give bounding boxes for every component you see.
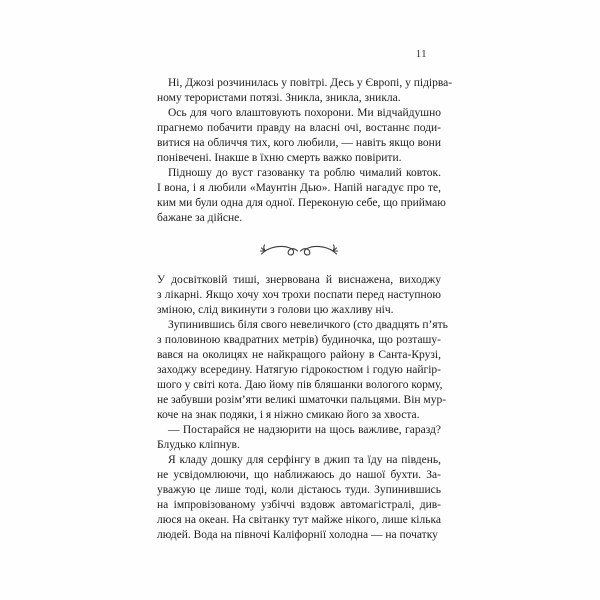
paragraph [157, 453, 441, 543]
text-line: Я кладу дошку для серфінгу в джип та їду на південь, [168, 454, 441, 466]
text-line: на імпровізованому узбіччі вздовж автомагістралі, див- [157, 499, 441, 511]
text-line: Ось для чого влаштовують похорони. Ми відчайдушно [168, 107, 441, 119]
text-line: ному терористами потязі. Зникла, зникла, зникла. [157, 92, 401, 104]
text-line: прагнемо побачити правду на власні очі, востаннє поди- [157, 122, 441, 134]
paragraph [157, 423, 441, 453]
text-line: І вона, і я любили «Маунтін Дью». Напій нагадує про те, [157, 182, 441, 194]
page-number: 11 [415, 49, 427, 60]
text-line: Ні, Джозі розчинилась у повітрі. Десь у Європі, у підірва- [168, 77, 453, 89]
text-line: уважую це лише тоді, коли дістаюсь туди. Зупинившись [157, 484, 441, 496]
text-line: витися на обличчя тих, кого любили, — навіть якщо вони [157, 137, 441, 149]
paragraph [157, 76, 453, 106]
text-line: У досвітковій тиші, знервована й виснажена, виходжу [157, 274, 441, 286]
text-line: заходжу всередину. Натягую гідрокостюм і годую найгір- [157, 364, 441, 376]
paragraph [157, 273, 441, 318]
paragraph [157, 318, 448, 423]
text-line: — Постарайся не надзюрити на щось важливе, гаразд? [168, 424, 441, 436]
text-line: ким ми були одна для одної. Переконую себе, що приймаю [157, 197, 446, 209]
text-line: бажане за дійсне. [157, 212, 243, 224]
text-line: з половиною квадратних метрів) будиночка, що розташу- [157, 334, 441, 346]
section-divider [157, 243, 441, 259]
paragraph [157, 166, 446, 226]
text-line: людей. Вода на півночі Каліфорнії холодна — на початку [157, 529, 438, 541]
text-line: Підношу до вуст газованку та роблю чималий ковток. [168, 167, 441, 179]
text-line: понівечені. Інакше в їхню смерть важко повірити. [157, 152, 402, 164]
text-block [157, 76, 453, 543]
text-line: Зупинившись біля свого невеличкого (сто двадцять п’ять [168, 319, 448, 331]
text-line: не усвідомлюючи, що наближаюсь до нашої бухти. За- [157, 469, 441, 481]
paragraph [157, 106, 441, 166]
flourish-divider-icon [260, 243, 338, 259]
text-line: люся на океан. На світанку тут майже нікого, лише кілька [157, 514, 441, 526]
text-line: Блудько кліпнув. [157, 439, 240, 451]
text-line: не забувши розім’яти великі шматочки пальцями. Він мур- [157, 394, 447, 406]
text-line: коче на знак подяки, і я ніжно смикаю його за хвоста. [157, 409, 420, 421]
text-line: вався на околицях не найкращого району в Санта-Крузі, [157, 349, 441, 361]
text-line: шого у світі кота. Даю йому пів бляшанки вологого корму, [157, 379, 443, 391]
text-line: зміною, слід викинути з голови цю жахливу ніч. [157, 304, 394, 316]
text-line: з лікарні. Якщо хочу хоч трохи поспати перед наступною [157, 289, 441, 301]
